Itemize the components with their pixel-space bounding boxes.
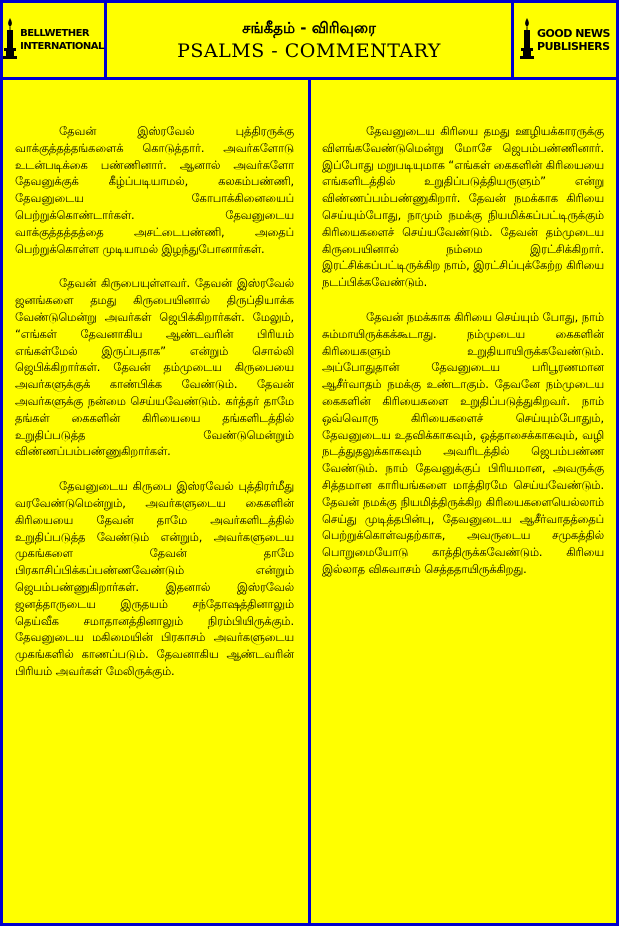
logo-line: BELLWETHER bbox=[20, 28, 90, 39]
candle-icon bbox=[3, 17, 17, 63]
left-column bbox=[3, 80, 311, 923]
logo-line: PUBLISHERS bbox=[537, 40, 610, 53]
bellwether-logo-text bbox=[20, 27, 104, 53]
good-news-logo-text bbox=[537, 27, 610, 53]
paragraph: தேவன் நமக்காக கிரியை செய்யும் போது, நாம் சும்மாயிருக்கக்கூடாது. நம்முடைய கைகளின் கிரியைகளும் உறுதியாயிருக்கவேண்டும். அப்போதுதான் தேவனுடைய பரிபூரணமான ஆசீர்வாதம் நமக்கு உண்டாகும். தேவனே நம்முடைய கைகளின் கிரியைகளை உறுதிப்படுத்துகிறவர். நாம் ஒவ்வொரு கிரியைகளைச் செய்யும்போதும், தேவனுடைய உதவிக்காகவும், ஒத்தாசைக்காகவும், வழி நடத்துதலுக்காகவும் அவரிடத்தில் ஜெபம்பண்ண வேண்டும். நாம் தேவனுக்குப் பிரியமான, அவருக்கு சித்தமான காரியங்களை மாத்திரமே செய்யவேண்டும். தேவன் நமக்கு நியமித்திருக்கிற கிரியைகளையெல்லாம் செய்து முடித்தபின்பு, தேவனுடைய ஆசீர்வாதத்தைப் பெற்றுக்கொள்வதற்காக, அவருடைய சமுகத்தில் பொறுமையோடு காத்திருக்கவேண்டும். கிரியை இல்லாத விசுவாசம் செத்ததாயிருக்கிறது. bbox=[322, 309, 604, 576]
paragraph: தேவனுடைய கிரியை தமது ஊழியக்காரருக்கு விளங்கவேண்டுமென்று மோசே ஜெபம்பண்ணினார். இப்போது மறுபடியுமாக “எங்கள் கைகளின் கிரியையை எங்களிடத்தில் உறுதிப்படுத்தியருளும்” என்று விண்ணப்பம்பண்ணுகிறார். தேவன் நமக்காக கிரியை செய்யும்போது, நாமும் நமக்கு நியமிக்கப்பட்டிருக்கும் கிரியைகளைச் செய்யவேண்டும். தேவன் தம்முடைய கிருபையினால் நம்மை இரட்சிக்கிறார். இரட்சிக்கப்பட்டிருக்கிற நாம், இரட்சிப்புக்கேற்ற கிரியை நடப்பிக்கவேண்டும். bbox=[322, 124, 604, 290]
page-title-english: PSALMS - COMMENTARY bbox=[177, 40, 441, 62]
paragraph: தேவன் கிருபையுள்ளவர். தேவன் இஸ்ரவேல் ஜனங்களை தமது கிருபையினால் திருப்தியாக்க வேண்டுமென்று அவர்கள் ஜெபிக்கிறார்கள். மேலும், “எங்கள் தேவனாகிய ஆண்டவரின் பிரியம் எங்கள்மேல் இருப்பதாக” என்றும் சொல்லி ஜெபிக்கிறார்கள். தேவன் தம்முடைய கிருபையை அவர்களுக்குக் காண்பிக்க வேண்டும். தேவன் அவர்களுக்கு நன்மை செய்யவேண்டும். கர்த்தர் தாமே தங்கள் கைகளின் கிரியையை தங்களிடத்தில் உறுதிப்படுத்த வேண்டுமென்றும் விண்ணப்பம்பண்ணுகிறார்கள். bbox=[15, 276, 294, 459]
title-block bbox=[107, 3, 511, 77]
content-columns bbox=[3, 80, 616, 923]
header bbox=[3, 3, 616, 80]
good-news-logo bbox=[511, 3, 616, 77]
right-column bbox=[311, 80, 616, 923]
logo-line: INTERNATIONAL bbox=[20, 41, 104, 52]
logo-line: GOOD NEWS bbox=[537, 27, 610, 40]
page-title-tamil: சங்கீதம் - விரிவுரை bbox=[242, 19, 376, 37]
bellwether-logo bbox=[3, 3, 107, 77]
candle-icon bbox=[520, 17, 534, 63]
paragraph: தேவனுடைய கிருபை இஸ்ரவேல் புத்திரர்மீது வரவேண்டுமென்றும், அவர்களுடைய கைகளின் கிரியையை தேவன் தாமே அவர்களிடத்தில் உறுதிப்படுத்த வேண்டும் என்றும், அவர்களுடைய முகங்களை தேவன் தாமே பிரகாசிப்பிக்கப்பண்ணவேண்டும் என்றும் ஜெபம்பண்ணுகிறார்கள். இதனால் இஸ்ரவேல் ஜனத்தாருடைய இருதயம் சந்தோஷத்தினாலும் தெய்வீக சமாதானத்தினாலும் நிரம்பியிருக்கும். தேவனுடைய மகிமையின் பிரகாசம் அவர்களுடைய முகங்களில் காணப்படும். தேவனாகிய ஆண்டவரின் பிரியம் அவர்கள் மேலிருக்கும். bbox=[15, 479, 294, 678]
paragraph: தேவன் இஸ்ரவேல் புத்திரருக்கு வாக்குத்தத்தங்களைக் கொடுத்தார். அவர்களோடு உடன்படிக்கை பண்ணினார். ஆனால் அவர்களோ தேவனுக்குக் கீழ்ப்படியாமல், கலகம்பண்ணி, தேவனுடைய கோபாக்கினையைப் பெற்றுக்கொண்டார்கள். தேவனுடைய வாக்குத்தத்தத்தை அசட்டைபண்ணி, அதைப் பெற்றுக்கொள்ள முடியாமல் இழந்துபோனார்கள். bbox=[15, 124, 294, 256]
